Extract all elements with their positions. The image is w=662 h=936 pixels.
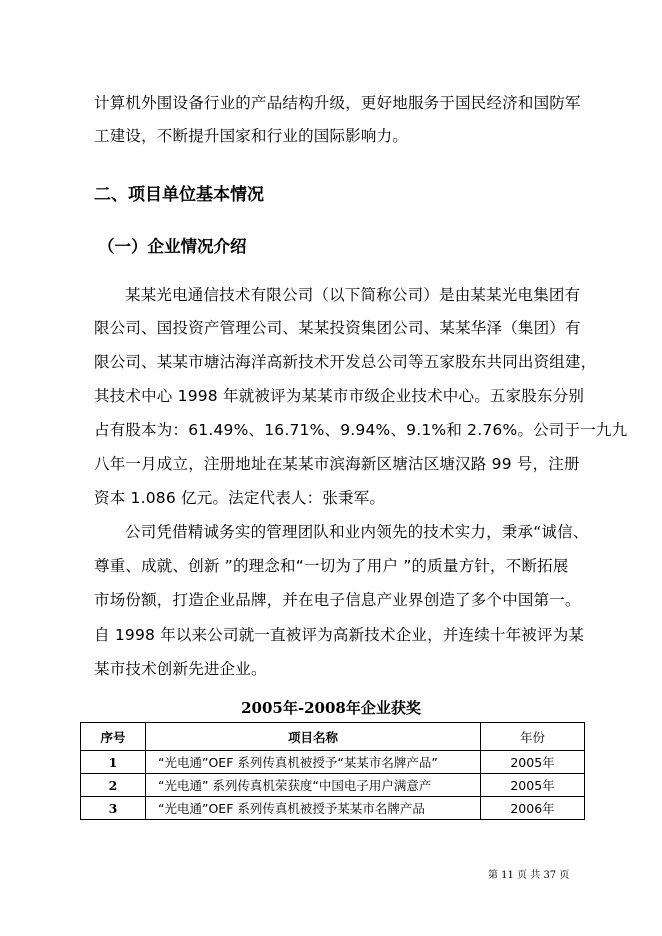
paragraph2-line: 尊重、成就、创新 ”的理念和“一切为了用户 ”的质量方针，不断拓展 <box>94 557 569 575</box>
paragraph1-line: 限公司、国投资产管理公司、某某投资集团公司、某某华泽（集团）有 <box>94 319 581 337</box>
row-project-name: “光电通”OEF 系列传真机被授予某某市名牌产品 <box>146 797 481 820</box>
subsection-heading: （一）企业情况介绍 <box>98 237 247 256</box>
table-row <box>81 774 585 797</box>
paragraph1-line: 占有股本为：61.49%、16.71%、9.94%、9.1%和 2.76%。公司于一九九 <box>94 421 628 439</box>
row-project-name: “光电通” 系列传真机荣获度“中国电子用户满意产 <box>146 774 481 797</box>
paragraph2-line: 某市技术创新先进企业。 <box>94 660 267 678</box>
table-header-row <box>81 723 585 751</box>
awards-table <box>80 722 585 820</box>
row-index: 3 <box>81 797 146 820</box>
paragraph1-line: 限公司、某某市塘沽海洋高新技术开发总公司等五家股东共同出资组建， <box>94 353 597 371</box>
table-row <box>81 751 585 774</box>
intro-line-2: 工建设，不断提升国家和行业的国际影响力。 <box>94 127 409 145</box>
paragraph1-line: 其技术中心 1998 年就被评为某某市市级企业技术中心。五家股东分别 <box>94 387 585 405</box>
row-year: 2005年 <box>481 751 585 774</box>
paragraph2-line: 公司凭借精诚务实的管理团队和业内领先的技术实力，秉承“诚信、 <box>125 523 589 541</box>
header-project-name: 项目名称 <box>146 723 481 751</box>
paragraph1-line: 某某光电通信技术有限公司（以下简称公司）是由某某光电集团有 <box>125 286 581 304</box>
header-index: 序号 <box>81 723 146 751</box>
paragraph2-line: 市场份额，打造企业品牌，并在电子信息产业界创造了多个中国第一。 <box>94 591 581 609</box>
intro-line-1: 计算机外围设备行业的产品结构升级，更好地服务于国民经济和国防军 <box>94 94 581 112</box>
row-project-name: “光电通”OEF 系列传真机被授予“某某市名牌产品” <box>146 751 481 774</box>
row-index: 2 <box>81 774 146 797</box>
row-year: 2006年 <box>481 797 585 820</box>
paragraph1-line: 资本 1.086 亿元。法定代表人：张秉军。 <box>94 489 386 507</box>
header-year: 年份 <box>481 723 585 751</box>
row-index: 1 <box>81 751 146 774</box>
paragraph2-line: 自 1998 年以来公司就一直被评为高新技术企业，并连续十年被评为某 <box>94 626 585 644</box>
row-year: 2005年 <box>481 774 585 797</box>
section-heading: 二、项目单位基本情况 <box>94 185 264 205</box>
paragraph1-line: 八年一月成立，注册地址在某某市滨海新区塘沽区塘汉路 99 号，注册 <box>94 455 580 473</box>
page-number: 第 11 页 共 37 页 <box>488 870 570 881</box>
table-caption: 2005年-2008年企业获奖 <box>241 699 421 717</box>
table-row <box>81 797 585 820</box>
